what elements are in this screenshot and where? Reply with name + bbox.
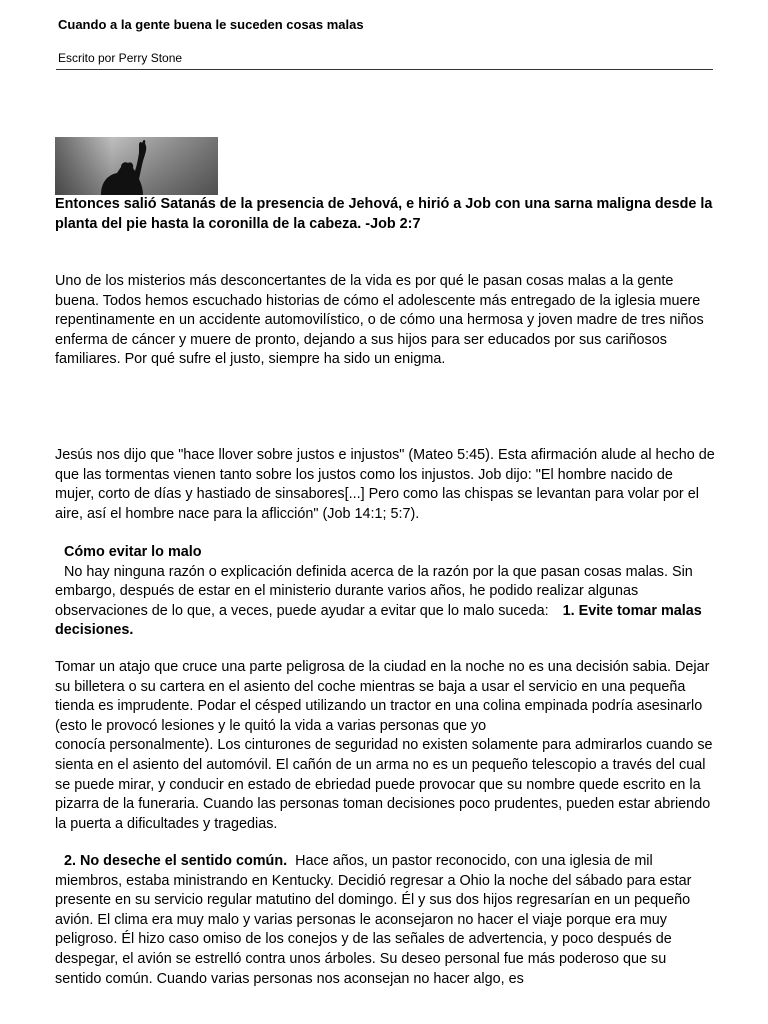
item2-text: Hace años, un pastor reconocido, con una iglesia de mil miembros, estaba ministrando en Kentucky. Decidió regresar a Ohio la noche del sábado para estar presente en su servicio regular matutino del domingo. Él y sus dos hijos regresarían en un pequeño avión. El clima era muy malo y varias personas le aconsejaron no hacer el viaje porque era muy peligroso. Él hizo caso omiso de los conejos y de las señales de advertencia, y poco después de despegar, el avión se estrelló contra unos árboles. Su deseo personal fue más poderoso que su sentido común. Cuando varias personas nos aconsejan no hacer algo, es — [55, 853, 692, 987]
paragraph-rain: Jesús nos dijo que "hace llover sobre justos e injustos" (Mateo 5:45). Esta afirmación alude al hecho de que las tormentas vienen tanto sobre los justos como los injustos. Job dijo: "El hombre nacido de mujer, corto de días y hastiado de sinsabores[...] Pero como las chispas se levantan para volar por el aire, así el hombre nace para la aflicción" (Job 14:1; 5:7). — [55, 447, 715, 522]
article-title: Cuando a la gente buena le suceden cosas malas — [58, 17, 364, 32]
section-heading — [55, 543, 715, 563]
section-intro — [55, 563, 715, 641]
item-common-sense — [55, 852, 715, 989]
hero-image — [55, 137, 218, 195]
article-author: Escrito por Perry Stone — [58, 51, 183, 65]
epigraph: Entonces salió Satanás de la presencia de Jehová, e hirió a Job con una sarna maligna desde la planta del pie hasta la coronilla de la cabeza. -Job 2:7 — [55, 196, 713, 232]
item2-label: 2. No deseche el sentido común. — [64, 853, 288, 869]
header-divider — [56, 69, 713, 70]
item1-label: 1. Evite tomar malas decisiones. — [55, 602, 702, 639]
raised-hand-silhouette-icon — [55, 137, 218, 195]
paragraph-intro: Uno de los misterios más desconcertantes de la vida es por qué le pasan cosas malas a la gente buena. Todos hemos escuchado historias de cómo el adolescente más entregado de la iglesia muere repentinamente en un accidente automovilístico, o de cómo una hermosa y joven madre de tres niños enferma de cáncer y muere de pronto, dejando a sus hijos para ser educados por sus cariñosos familiares. Por qué sufre el justo, siempre ha sido un enigma. — [55, 273, 704, 368]
paragraph-decisions-a: Tomar un atajo que cruce una parte peligrosa de la ciudad en la noche no es una decisión sabia. Dejar su billetera o su cartera en el asiento del coche mientras se baja a usar el servicio en una pequeña tienda es imprudente. Podar el césped utilizando un tractor en una colina empinada podría asesinarlo (esto le provocó lesiones y le quitó la vida a varias personas que yo — [55, 659, 710, 734]
paragraph-decisions — [55, 658, 715, 834]
paragraph-decisions-b: conocía personalmente). Los cinturones de seguridad no existen solamente para admirarlos cuando se sienta en el asiento del automóvil. El cañón de un arma no es un pequeño telescopio a través del cual se puede mirar, y conducir en estado de ebriedad puede provocar que su nombre quede escrito en la pizarra de la funeraria. Cuando las personas toman decisiones poco prudentes, pueden estar abriendo la puerta a dificultades y tragedias. — [55, 737, 713, 832]
section-avoid-evil — [55, 543, 715, 641]
section-heading-text: Cómo evitar lo malo — [64, 544, 202, 560]
section-intro-text: No hay ninguna razón o explicación definida acerca de la razón por la que pasan cosas malas. Sin embargo, después de estar en el ministerio durante varios años, he podido realizar algunas observaciones de lo que, a veces, puede ayudar a evitar que lo malo suceda: — [55, 563, 693, 619]
